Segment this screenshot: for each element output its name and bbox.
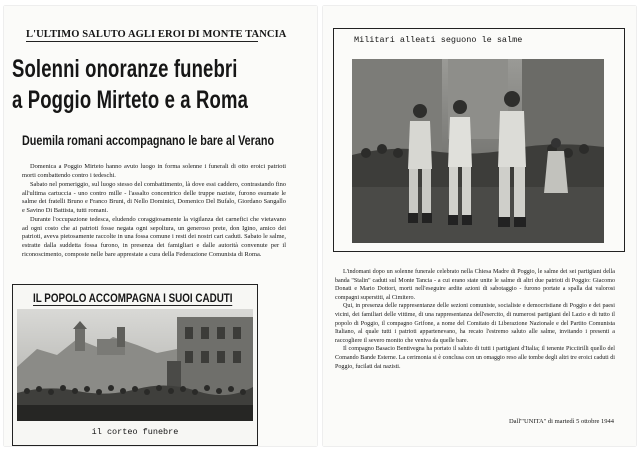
article-paragraph: Domenica a Poggio Mirteto hanno avuto luogo in forma solenne i funerali di otto eroici patrioti morti combattendo contro i tedeschi. xyxy=(22,163,286,179)
photo-box-title: IL POPOLO ACCOMPAGNA I SUOI CADUTI xyxy=(33,291,233,305)
article-body-right xyxy=(335,268,615,371)
article-paragraph: Qui, in presenza delle rappresentanze delle sezioni comuniste, socialiste e democristiane di Poggio e dei paesi vicini, dei familiari delle vittime, di una rappresentanza dell'esercito, di numerosi partigiani del Lazio e di tutto il popolo di Poggio, il compagno Grifone, a nome del Comitato di Liberazione Nazionale e del Partito Comunista Italiano, al quale tutti i patrioti appartenevano, ha recato l'estremo saluto alle salme, invitando i presenti a raccogliere il severo monito che veniva da quelle bare. xyxy=(335,303,615,344)
photo-caption: il corteo funebre xyxy=(91,427,179,437)
article-body-left xyxy=(22,163,286,260)
headline-line-2: a Poggio Mirteto e a Roma xyxy=(12,86,249,114)
article-paragraph: Sabato nel pomeriggio, sul luogo stesso del combattimento, là dove essi caddero, contrastando fino all'ultima cartuccia - uno contro mille - l'assalto concentrico delle truppe naziste, furono esumate le salme dei fratelli Bruno e Franco Bruni, di Nello Dominici, Domenico Del Bufalo, Giordano Sangallo e Savino Di Battista, tutti romani. xyxy=(22,180,286,214)
source-citation: Dall'"UNITA" di martedì 5 ottobre 1944 xyxy=(508,418,614,425)
left-page xyxy=(4,6,317,446)
photo-frame xyxy=(333,28,625,252)
photo-caption: Militari alleati seguono le salme xyxy=(354,35,523,45)
article-paragraph: Il compagno Basacio Bentivegna ha portato il saluto di tutti i partigiani d'Italia; il tenente Picciirilli quello del Comando Bande Esterne. La cerimonia si è conclusa con un omaggio reso alle tombe degli altri tre eroici caduti di Poggio, fucilati dai nazisti. xyxy=(335,346,615,370)
article-paragraph: L'indomani dopo un solenne funerale celebrato nella Chiesa Madre di Poggio, le salme dei sei partigiani della banda "Stalin" caduti sul Monte Tancia - a cui erano state unite le salme di altri due patrioti di Poggio: Giacomo Donati e Mario Dottori, morti nell'eseguire ardite azioni di sabotaggio - furono portate a spalla dai valorosi compagni superstiti, al Cimitero. xyxy=(335,269,615,301)
funeral-procession-photo xyxy=(17,309,253,421)
main-headline xyxy=(12,54,308,116)
right-page xyxy=(323,6,636,446)
subheadline: Duemila romani accompagnano le bare al Verano xyxy=(22,133,275,148)
headline-line-1: Solenni onoranze funebri xyxy=(12,55,238,83)
photo-box xyxy=(12,284,258,446)
soldiers-photo xyxy=(352,59,604,243)
article-paragraph: Durante l'occupazione tedesca, eludendo coraggiosamente la vigilanza dei carnefici che vietavano ad ogni costo che ai patrioti fosse negata ogni sepoltura, un generoso prete, don Igino, amico dei patrioti, aveva pietosamente raccolte in una fossa comune i resti dei nostri cari caduti. Sabato le salme, estratte dalla suddetta fossa furono, in presenza dei famigliari e dalle autorità convenute per il riconoscimento, composte nelle bare apprestate a cura della Federazione Comunista di Roma. xyxy=(22,216,286,258)
kicker-headline: L'ULTIMO SALUTO AGLI EROI DI MONTE TANCIA xyxy=(26,29,287,40)
